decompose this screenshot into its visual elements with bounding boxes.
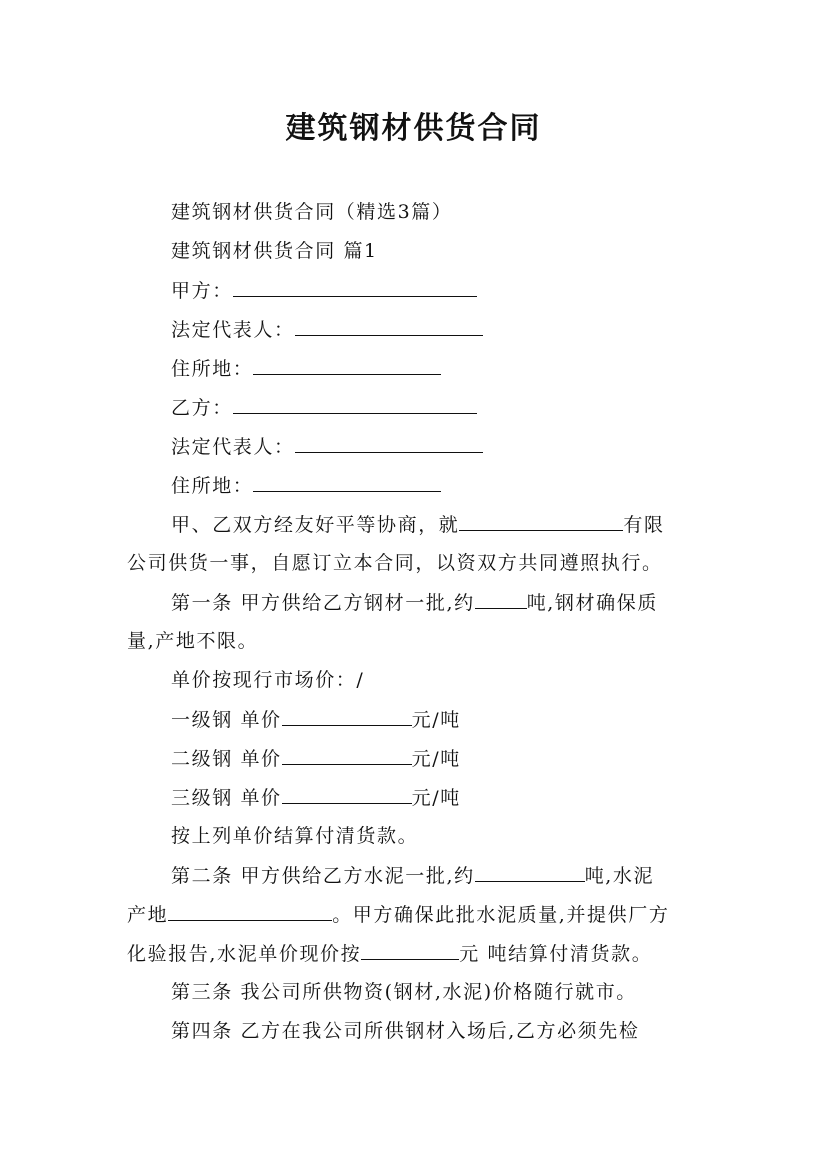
address-a-line <box>171 356 441 381</box>
article-4: 第四条 乙方在我公司所供钢材入场后,乙方必须先检 <box>171 1020 640 1042</box>
intro-post: 有限 <box>623 514 665 536</box>
party-b-line <box>171 395 477 420</box>
legal-rep-b-line <box>171 434 483 459</box>
address-a-blank <box>253 356 441 375</box>
art2-line3-post: 元 吨结算付清货款。 <box>459 943 653 965</box>
cement-ton-blank <box>475 863 585 882</box>
grade-2-unit: 元/吨 <box>411 748 461 770</box>
cement-price-blank <box>361 941 459 960</box>
article-1-line-1 <box>171 590 658 615</box>
address-a-label: 住所地： <box>171 358 254 380</box>
intro-pre: 甲、乙双方经友好平等协商，就 <box>171 514 460 536</box>
art2-post: 吨,水泥 <box>584 865 655 887</box>
article-heading: 建筑钢材供货合同 篇1 <box>171 240 378 262</box>
grade-1-label: 一级钢 单价 <box>171 709 282 731</box>
intro-line-1 <box>171 512 665 537</box>
article-1-line-2: 量,产地不限。 <box>127 630 259 652</box>
article-2-line-2 <box>127 902 669 927</box>
party-a-blank <box>233 278 477 297</box>
grade-3-line <box>171 785 461 810</box>
legal-rep-b-blank <box>295 434 483 453</box>
origin-label: 产地 <box>127 904 169 926</box>
party-b-label: 乙方： <box>171 397 233 419</box>
article-3: 第三条 我公司所供物资(钢材,水泥)价格随行就市。 <box>171 981 637 1003</box>
address-b-line <box>171 473 441 498</box>
legal-rep-a-blank <box>295 317 483 336</box>
art1-post: 吨,钢材确保质 <box>526 592 658 614</box>
art2-pre: 第二条 甲方供给乙方水泥一批,约 <box>171 865 475 887</box>
grade-1-line <box>171 707 461 732</box>
address-b-label: 住所地： <box>171 475 254 497</box>
grade-3-label: 三级钢 单价 <box>171 787 282 809</box>
legal-rep-a-label: 法定代表人： <box>171 319 295 341</box>
party-a-line <box>171 278 477 303</box>
grade-2-line <box>171 746 461 771</box>
party-a-label: 甲方： <box>171 280 233 302</box>
grade-2-label: 二级钢 单价 <box>171 748 282 770</box>
article-2-line-3 <box>127 941 652 966</box>
grade-1-blank <box>282 707 412 726</box>
grade-3-unit: 元/吨 <box>411 787 461 809</box>
party-b-blank <box>233 395 477 414</box>
legal-rep-b-label: 法定代表人： <box>171 436 295 458</box>
art1-pre: 第一条 甲方供给乙方钢材一批,约 <box>171 592 475 614</box>
art2-line2-post: 。甲方确保此批水泥质量,并提供厂方 <box>332 904 670 926</box>
subtitle: 建筑钢材供货合同（精选3篇） <box>171 201 453 223</box>
grade-2-blank <box>282 746 412 765</box>
page-title: 建筑钢材供货合同 <box>285 111 542 146</box>
unit-price-heading: 单价按现行市场价：/ <box>171 669 365 691</box>
address-b-blank <box>253 473 441 492</box>
intro-line-2: 公司供货一事，自愿订立本合同，以资双方共同遵照执行。 <box>127 552 663 574</box>
origin-blank <box>168 902 332 921</box>
grade-1-unit: 元/吨 <box>411 709 461 731</box>
company-blank <box>459 512 623 531</box>
steel-ton-blank <box>475 590 527 609</box>
grade-3-blank <box>282 785 412 804</box>
settle-line: 按上列单价结算付清货款。 <box>171 825 419 847</box>
article-2-line-1 <box>171 863 654 888</box>
art2-line3-pre: 化验报告,水泥单价现价按 <box>127 943 362 965</box>
legal-rep-a-line <box>171 317 483 342</box>
